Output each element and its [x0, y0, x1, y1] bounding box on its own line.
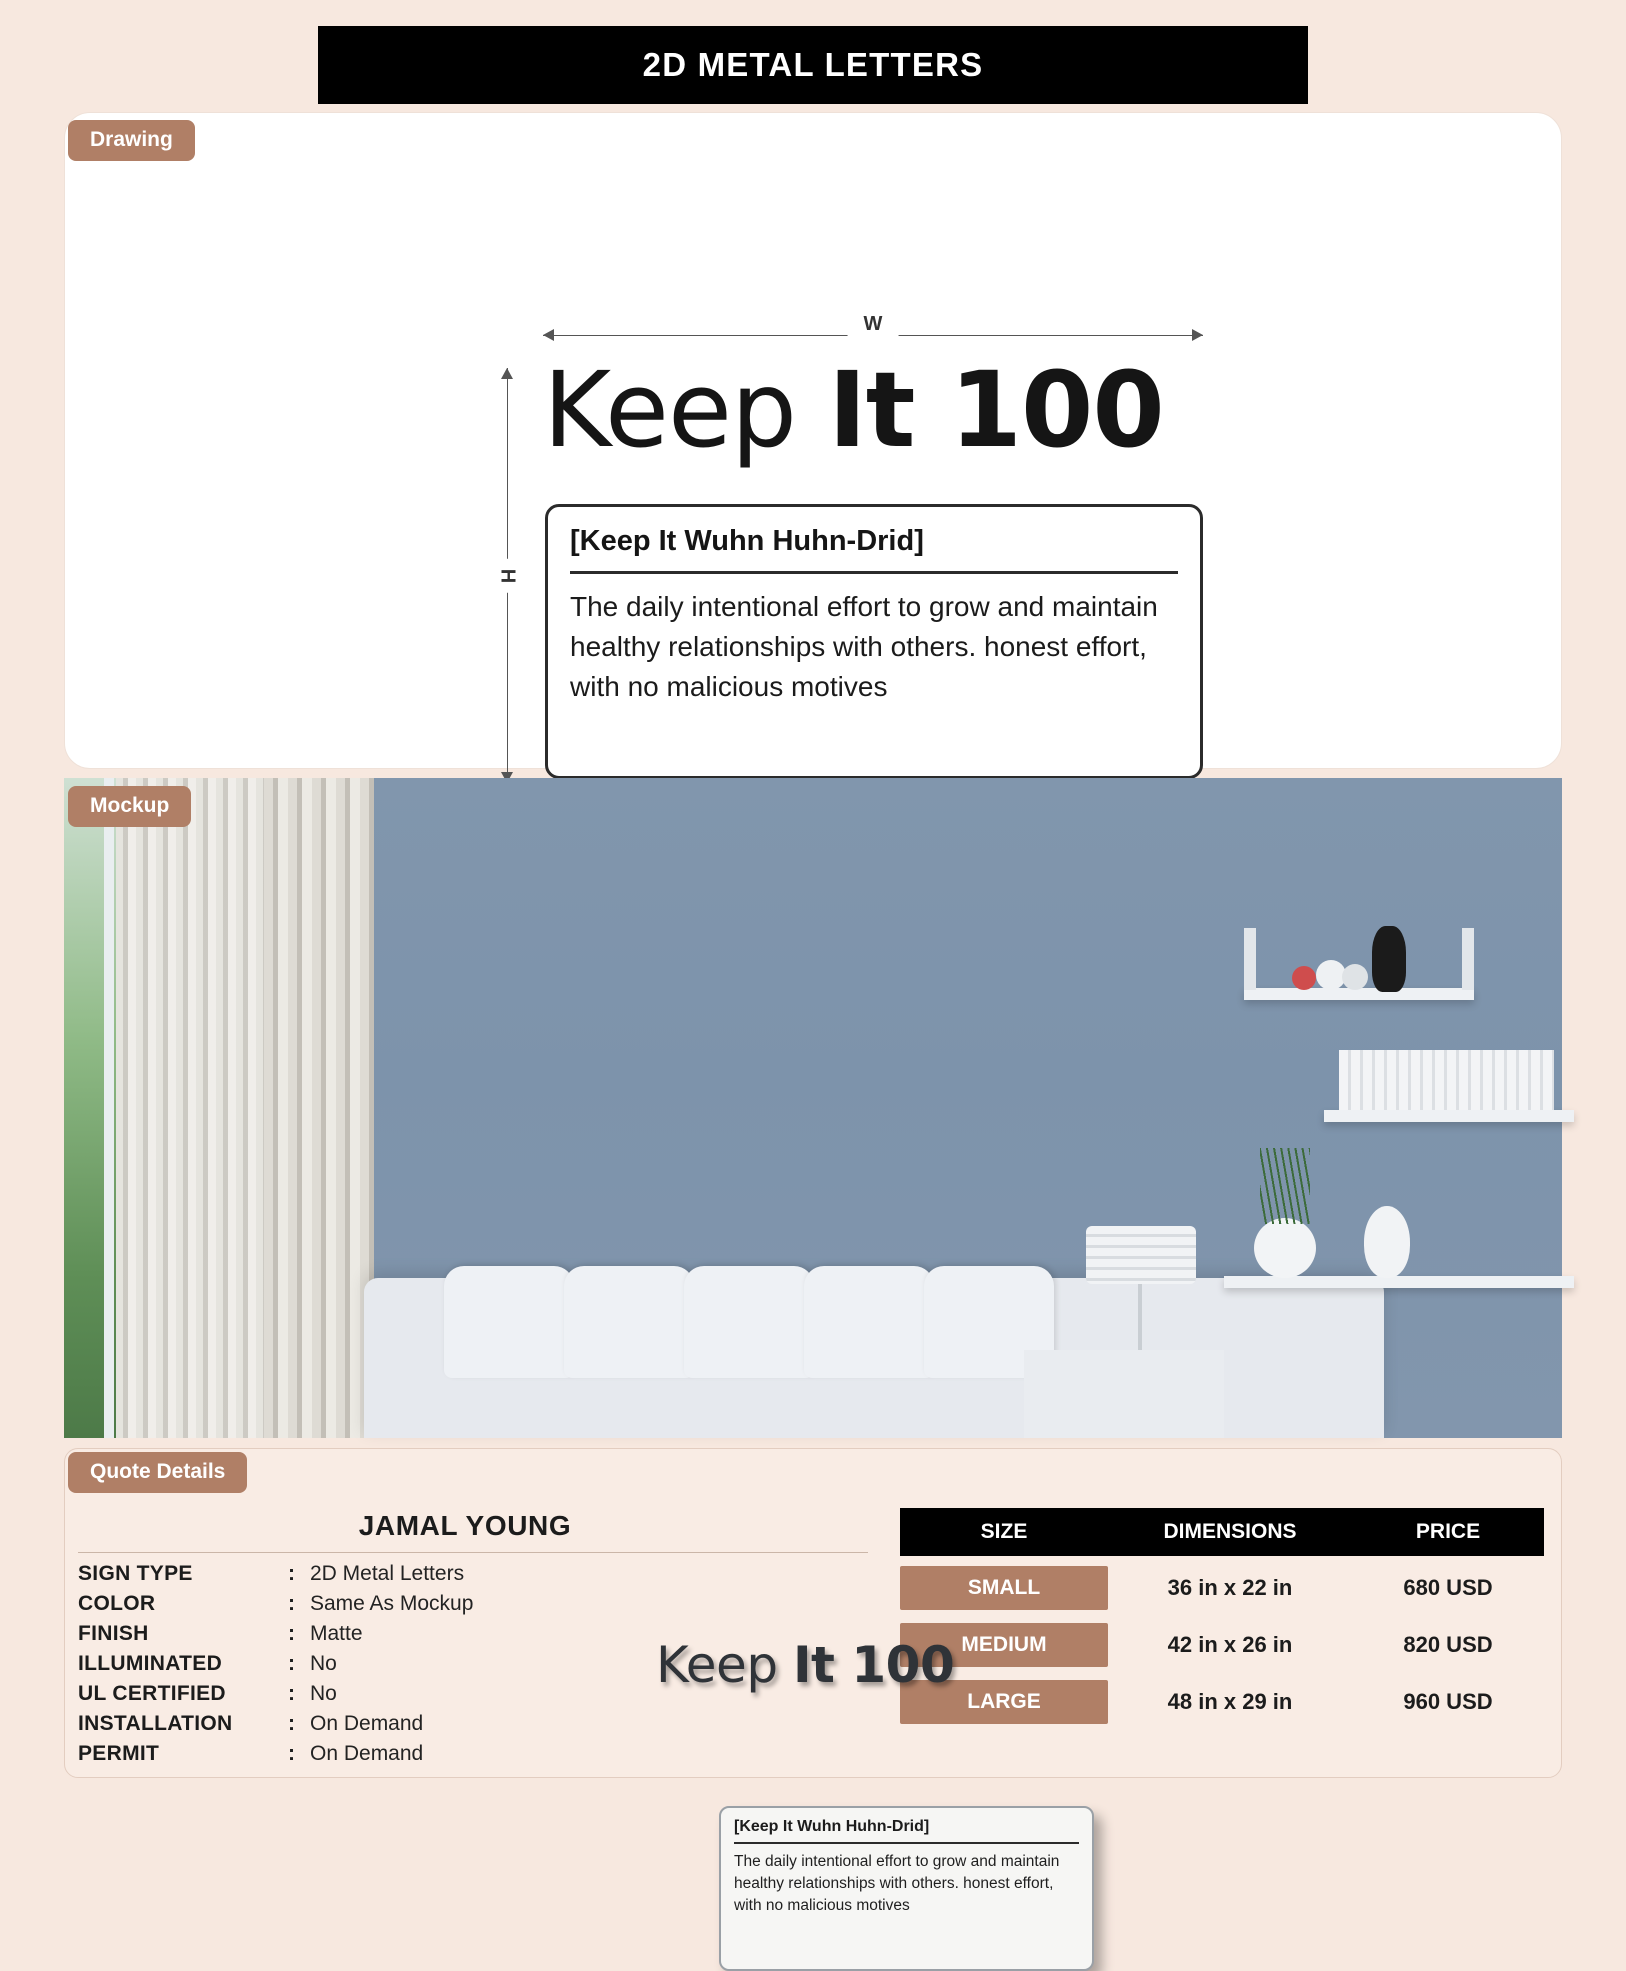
column-header-price: PRICE: [1415, 1520, 1481, 1543]
spec-colon: :: [288, 1682, 295, 1705]
table-row: [900, 1620, 1544, 1670]
spec-colon: :: [288, 1652, 295, 1675]
mockup-curtain-secondary: [264, 778, 374, 1438]
drawing-panel: [64, 112, 1562, 769]
cell-price: 820 USD: [1403, 1632, 1493, 1657]
width-label: W: [848, 313, 899, 336]
mockup-cushion: [564, 1266, 694, 1378]
mockup-shelf-bracket: [1462, 928, 1474, 990]
spec-value: Same As Mockup: [310, 1592, 474, 1615]
drawing-headline: [543, 349, 1164, 471]
mockup-definition-term: [Keep It Wuhn Huhn-Drid]: [734, 1818, 1079, 1844]
mockup-definition-text: The daily intentional effort to grow and maintain healthy relationships with others. honest effort, with no malicious motives: [734, 1853, 1060, 1914]
mockup-window-frame: [104, 778, 114, 1438]
spec-key: INSTALLATION: [78, 1712, 233, 1735]
mockup-headline-part2: It 100: [792, 1636, 955, 1694]
spec-value: 2D Metal Letters: [310, 1562, 465, 1585]
spec-key: FINISH: [78, 1622, 149, 1645]
drawing-headline-part1: Keep: [543, 349, 829, 471]
mockup-cushion: [804, 1266, 934, 1378]
mockup-black-vase: [1372, 926, 1406, 992]
mockup-cushion: [444, 1266, 574, 1378]
cell-price: 960 USD: [1403, 1689, 1493, 1714]
column-header-size: SIZE: [980, 1520, 1028, 1543]
mockup-plant-pot: [1254, 1218, 1316, 1278]
spec-value: Matte: [310, 1622, 363, 1645]
client-name: JAMAL YOUNG: [358, 1510, 572, 1541]
spec-value: On Demand: [310, 1742, 424, 1765]
spec-value: No: [310, 1682, 337, 1705]
section-label-mockup: Mockup: [68, 786, 191, 827]
cell-price: 680 USD: [1403, 1575, 1493, 1600]
column-header-dimensions: DIMENSIONS: [1163, 1520, 1297, 1543]
width-dimension: [543, 313, 1203, 353]
cell-dimensions: 42 in x 26 in: [1167, 1632, 1293, 1657]
drawing-headline-part2: It 100: [828, 349, 1164, 471]
spec-row: [78, 1712, 778, 1736]
arrow-left-icon: [543, 329, 554, 341]
mockup-shelf: [1324, 1110, 1574, 1122]
table-row: [900, 1677, 1544, 1727]
mockup-shelf: [1244, 988, 1474, 1000]
arrow-right-icon: [1192, 329, 1203, 341]
spec-colon: :: [288, 1622, 295, 1645]
mockup-white-vase: [1364, 1206, 1410, 1278]
height-label: H: [496, 558, 519, 592]
section-label-quote-details: Quote Details: [68, 1452, 247, 1493]
table-header-row: [900, 1508, 1544, 1556]
arrow-up-icon: [501, 368, 513, 379]
table-row: [900, 1563, 1544, 1613]
spec-colon: :: [288, 1592, 295, 1615]
cell-size: LARGE: [900, 1680, 1108, 1724]
spec-row: [78, 1592, 778, 1616]
mockup-definition-box: [719, 1806, 1094, 1971]
height-dimension: [490, 368, 524, 783]
spec-colon: :: [288, 1742, 295, 1765]
mockup-lamp-shade: [1086, 1226, 1196, 1284]
page-title: 2D METAL LETTERS: [642, 46, 984, 83]
spec-key: COLOR: [78, 1592, 156, 1615]
cell-dimensions: 36 in x 22 in: [1167, 1575, 1293, 1600]
mockup-plant: [1260, 1148, 1310, 1224]
spec-value: No: [310, 1652, 337, 1675]
pricing-table: [900, 1508, 1544, 1727]
spec-key: UL CERTIFIED: [78, 1682, 226, 1705]
mockup-books: [1339, 1050, 1554, 1110]
drawing-definition-text: The daily intentional effort to grow and maintain healthy relationships with others. honest effort, with no malicious motives: [570, 591, 1158, 702]
spec-key: SIGN TYPE: [78, 1562, 193, 1585]
spec-key: PERMIT: [78, 1742, 160, 1765]
mockup-decor-ball: [1292, 966, 1316, 990]
page-header: [318, 26, 1308, 104]
spec-colon: :: [288, 1712, 295, 1735]
spec-row: [78, 1742, 778, 1766]
spec-colon: :: [288, 1562, 295, 1585]
mockup-decor-ball: [1342, 964, 1368, 990]
divider: [78, 1552, 868, 1553]
mockup-shelf: [1224, 1276, 1574, 1288]
cell-size: MEDIUM: [900, 1623, 1108, 1667]
drawing-definition-term: [Keep It Wuhn Huhn-Drid]: [570, 525, 1178, 574]
spec-key: ILLUMINATED: [78, 1652, 223, 1675]
mockup-headline: [656, 1636, 954, 1694]
mockup-lamp-stand: [1138, 1284, 1142, 1354]
spec-row: [78, 1562, 778, 1586]
cell-size: SMALL: [900, 1566, 1108, 1610]
mockup-headline-part1: Keep: [656, 1636, 793, 1694]
mockup-cushion: [684, 1266, 814, 1378]
section-label-drawing: Drawing: [68, 120, 195, 161]
cell-dimensions: 48 in x 29 in: [1167, 1689, 1293, 1714]
mockup-shelf-bracket: [1244, 928, 1256, 990]
drawing-definition-box: [545, 504, 1203, 779]
mockup-side-table: [1024, 1350, 1224, 1438]
spec-value: On Demand: [310, 1712, 424, 1735]
